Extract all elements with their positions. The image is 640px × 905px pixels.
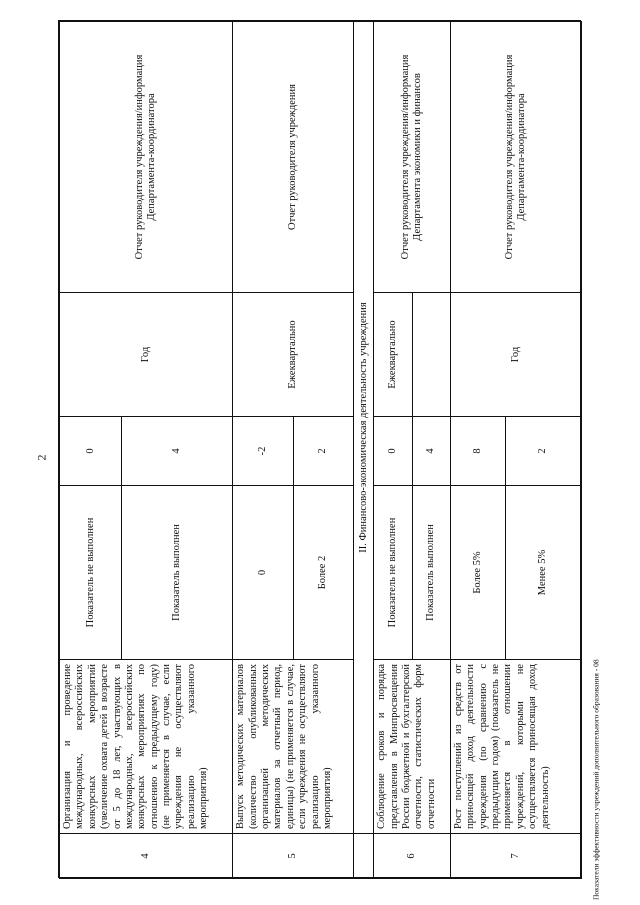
row-number: 4: [60, 834, 233, 879]
indicator-score: 2: [506, 417, 582, 486]
table-row: [374, 22, 412, 879]
indicator-score: 4: [122, 417, 233, 486]
indicator-condition: Более 2: [293, 486, 353, 660]
indicator-score: 0: [374, 417, 412, 486]
report-source: Отчет руководителя учреждения/информация Департамента-координатора: [60, 22, 233, 293]
indicator-condition: Показатель выполнен: [412, 486, 450, 660]
indicator-score: 4: [412, 417, 450, 486]
reporting-frequency: Год: [60, 293, 233, 417]
indicator-condition: Показатель не выполнен: [60, 486, 122, 660]
page-number: 2: [34, 454, 49, 461]
table-row: [60, 22, 122, 879]
row-number: 7: [450, 834, 581, 879]
section-number-cell: [354, 834, 374, 879]
indicators-grid: [59, 21, 582, 879]
report-source: Отчет руководителя учреждения/информация Департамента экономики и финансов: [374, 22, 451, 293]
reporting-frequency: Ежеквартально: [374, 293, 412, 417]
indicators-table: [58, 20, 581, 878]
indicator-description: Организация и проведение международных, всероссийских конкурсных мероприятий (увеличение охвата детей в возрасте от 5 до 18 лет, участвующих в международных, всероссийских конкурсных мероприятиях по отношению к предыдущему году) (не применяется в случае, если учреждения не осуществляют реализацию указанного мероприятия): [60, 660, 233, 834]
report-source: Отчет руководителя учреждения: [233, 22, 354, 293]
reporting-frequency: Ежеквартально: [233, 293, 354, 417]
indicator-condition: Показатель не выполнен: [374, 486, 412, 660]
indicator-description: Выпуск методических материалов (количество опубликованных организацией методических материалов за отчетный период, единицы) (не применяется в случае, если учреждения не осуществляют реализацию указанного мероприятия): [233, 660, 354, 834]
table-row: [233, 22, 293, 879]
indicator-condition: 0: [233, 486, 293, 660]
report-source: Отчет руководителя учреждения/информация Департамента-координатора: [450, 22, 581, 293]
indicator-score: 8: [450, 417, 505, 486]
row-number: 6: [374, 834, 451, 879]
indicator-description: Рост поступлений из средств от приносящей доход деятельности учреждения (по сравнению с предыдущим годом) (показатель не применяется в отношении учреждений, которыми не осуществляется приносящая доход деятельность): [450, 660, 581, 834]
row-number: 5: [233, 834, 354, 879]
indicator-score: -2: [233, 417, 293, 486]
table-row: [450, 22, 505, 879]
reporting-frequency: Год: [450, 293, 581, 417]
indicator-condition: Более 5%: [450, 486, 505, 660]
rotated-table-sheet: [59, 21, 582, 879]
indicator-score: 2: [293, 417, 353, 486]
footer-note: Показатели эффективности учреждений дополнительного образования - 08: [591, 659, 601, 900]
indicator-description: Соблюдение сроков и порядка представления в Минпросвещения России бюджетной и бухгалтерской отчетности, статистических форм отчетности: [374, 660, 451, 834]
indicator-condition: Показатель выполнен: [122, 486, 233, 660]
indicator-condition: Менее 5%: [506, 486, 582, 660]
section-title: II. Финансово-экономическая деятельность учреждения: [354, 22, 374, 834]
indicator-score: 0: [60, 417, 122, 486]
section-row: [354, 22, 374, 879]
reporting-frequency-empty: [412, 293, 450, 417]
